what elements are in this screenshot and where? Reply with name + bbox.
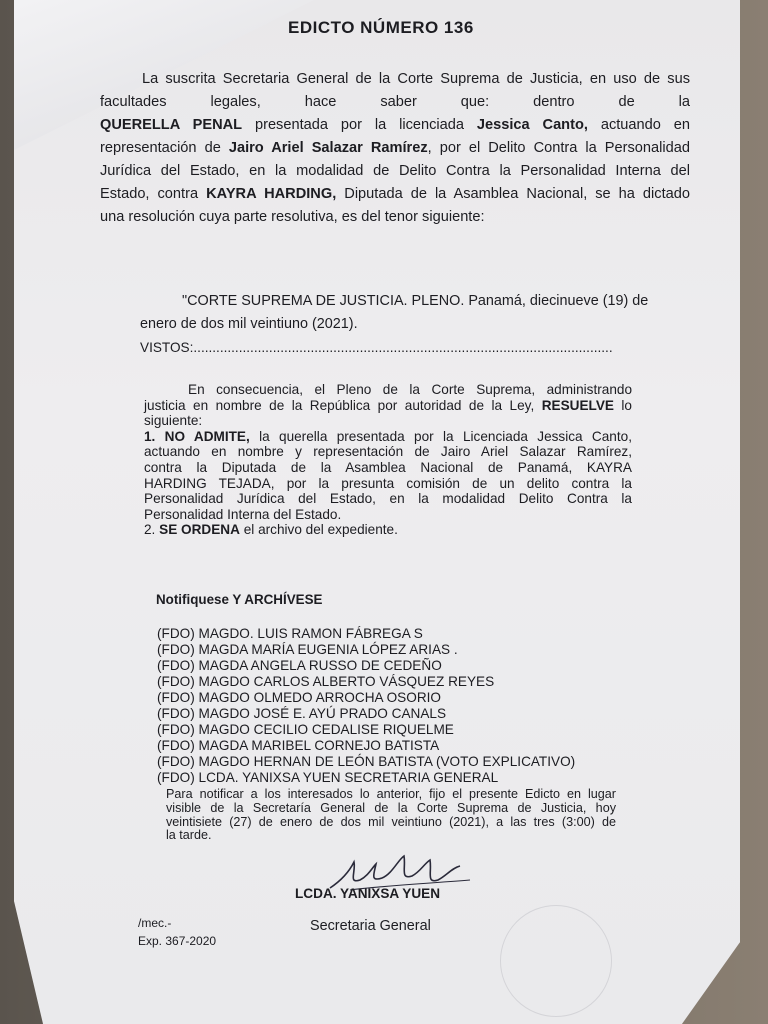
resolution-line: [144, 413, 632, 429]
vistos-line: VISTOS:...............................................................................................................: [140, 340, 613, 355]
text-run: Estado, contra: [100, 186, 207, 202]
resolution-line: [144, 429, 632, 445]
signatories-list: [157, 626, 575, 786]
intro-line: [100, 160, 690, 183]
bold-text-run: QUERELLA PENAL: [100, 117, 243, 133]
signatory-line: (FDO) MAGDA ANGELA RUSSO DE CEDEÑO: [157, 658, 442, 673]
text-run: facultades legales, hace saber que: dentro de la: [100, 94, 690, 110]
text-run: En consecuencia, el Pleno de la Corte Suprema, administrando: [188, 382, 632, 397]
resolution-line: [144, 476, 632, 492]
posting-line: Para notificar a los interesados lo anterior, fijo el presente Edicto en lugar: [166, 787, 616, 801]
resolution-line: [144, 444, 632, 460]
text-run: la querella presentada por la Licenciada Jessica Canto,: [249, 428, 632, 444]
posting-line: veintisiete (27) de enero de dos mil veintiuno (2021), a las tres (3:00) de: [166, 814, 616, 829]
intro-line: [100, 206, 690, 229]
text-run: una resolución cuya parte resolutiva, es del tenor siguiente:: [100, 209, 485, 225]
text-run: contra la Diputada de la Asamblea Nacional de Panamá, KAYRA: [144, 459, 632, 475]
text-run: HARDING TEJADA, por la presunta comisión de un delito contra la: [144, 475, 632, 491]
bold-text-run: 1. NO ADMITE,: [144, 428, 250, 444]
signatory-line: (FDO) MAGDO CARLOS ALBERTO VÁSQUEZ REYES: [157, 674, 495, 689]
signatory-line: (FDO) LCDA. YANIXSA YUEN SECRETARIA GENERAL: [157, 770, 499, 785]
bold-text-run: KAYRA HARDING,: [206, 186, 337, 202]
text-run: actuando en nombre y representación de Jairo Ariel Salazar Ramírez,: [144, 444, 632, 460]
signer-name: LCDA. YANIXSA YUEN: [295, 886, 441, 901]
text-run: Diputada de la Asamblea Nacional, se ha dictado: [336, 186, 690, 202]
resolution-line: [144, 522, 632, 538]
resolution-line: [144, 398, 632, 414]
resolution-line: [144, 491, 632, 507]
signatory-line: (FDO) MAGDO OLMEDO ARROCHA OSORIO: [157, 690, 441, 705]
resolution-line: [144, 507, 632, 523]
signatory-line: (FDO) MAGDA MARIBEL CORNEJO BATISTA: [157, 738, 440, 753]
text-run: La suscrita Secretaria General de la Corte Suprema de Justicia, en uso de sus: [142, 71, 690, 87]
intro-line: [100, 114, 690, 137]
text-run: representación de: [100, 140, 229, 156]
faint-seal-stamp: [500, 905, 612, 1017]
text-run: 2.: [144, 522, 160, 538]
bold-text-run: SE ORDENA: [159, 522, 240, 538]
signatory-line: (FDO) MAGDO JOSÉ E. AYÚ PRADO CANALS: [157, 706, 447, 721]
intro-line: [100, 91, 690, 114]
resolution-line: [144, 460, 632, 476]
text-run: lo: [613, 397, 632, 413]
quote-line: "CORTE SUPREMA DE JUSTICIA. PLENO. Panamá, diecinueve (19) de: [182, 293, 649, 309]
text-run: Personalidad Interna del Estado.: [144, 506, 342, 522]
resolution-block: [144, 382, 632, 538]
quote-line: enero de dos mil veintiuno (2021).: [140, 316, 358, 332]
intro-paragraph: [100, 68, 690, 229]
text-run: presentada por la licenciada: [242, 117, 477, 133]
text-run: Personalidad Jurídica del Estado, en la modalidad Delito Contra la: [144, 491, 632, 507]
typist-initials: /mec.-: [138, 916, 172, 930]
text-run: actuando en: [587, 117, 690, 133]
quoted-resolution-header: [140, 290, 660, 359]
bold-text-run: Jessica Canto,: [476, 117, 588, 133]
signatory-line: (FDO) MAGDA MARÍA EUGENIA LÓPEZ ARIAS .: [157, 642, 458, 657]
text-run: Jurídica del Estado, en la modalidad de Delito Contra la Personalidad Interna del: [100, 163, 690, 179]
posting-line: visible de la Secretaría General de la Corte Suprema de Justicia, hoy: [166, 800, 616, 815]
signatory-line: (FDO) MAGDO CECILIO CEDALISE RIQUELME: [157, 722, 454, 737]
edict-title: EDICTO NÚMERO 136: [288, 18, 474, 37]
signatory-line: (FDO) MAGDO. LUIS RAMON FÁBREGA S: [157, 626, 423, 641]
expedient-number: Exp. 367-2020: [138, 934, 217, 948]
resolution-line: [144, 382, 632, 398]
notification-heading: Notifiquese Y ARCHÍVESE: [156, 592, 323, 607]
text-run: siguiente:: [144, 413, 203, 429]
posting-line: la tarde.: [166, 828, 212, 843]
text-run: , por el Delito Contra la Personalidad: [427, 140, 690, 156]
signatory-line: (FDO) MAGDO HERNAN DE LEÓN BATISTA (VOTO EXPLICATIVO): [157, 754, 576, 769]
posting-paragraph: [166, 788, 616, 843]
bold-text-run: RESUELVE: [541, 397, 614, 413]
intro-line: [100, 68, 690, 91]
intro-line: [100, 137, 690, 160]
signer-role: Secretaria General: [310, 918, 431, 934]
text-run: el archivo del expediente.: [239, 522, 398, 538]
intro-line: [100, 183, 690, 206]
bold-text-run: Jairo Ariel Salazar Ramírez: [228, 140, 428, 156]
text-run: justicia en nombre de la República por autoridad de la Ley,: [144, 397, 542, 413]
